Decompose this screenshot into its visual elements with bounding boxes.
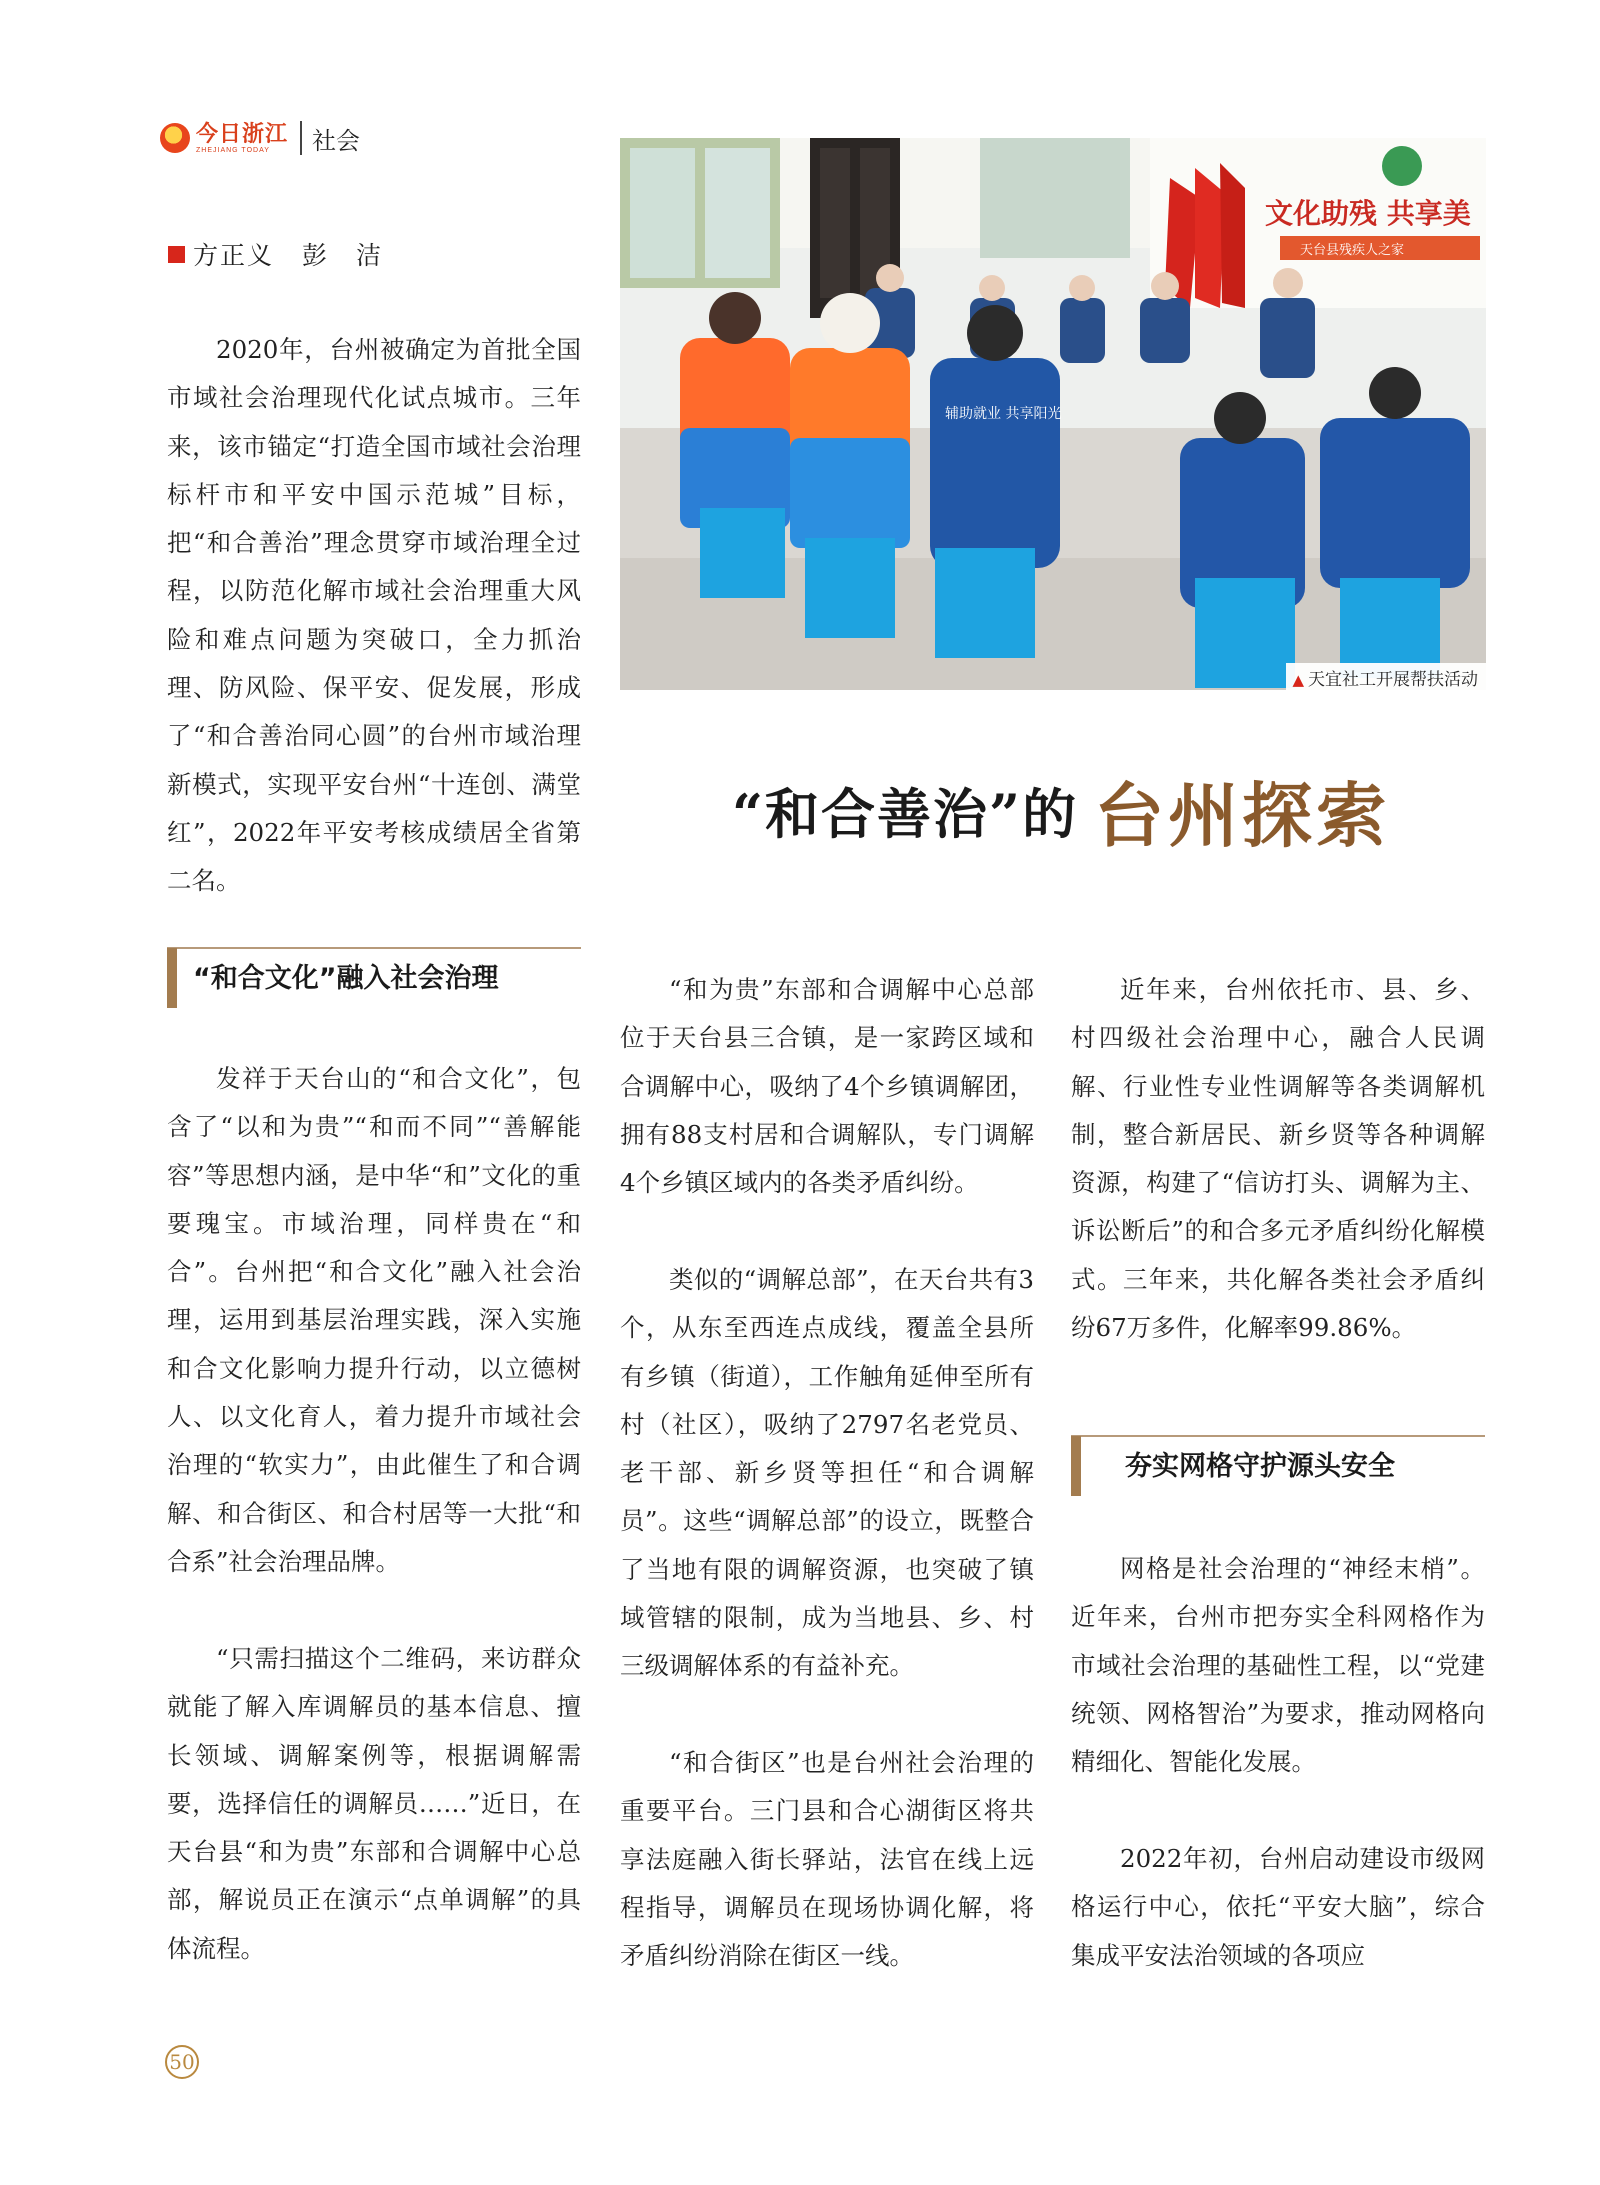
author-name: 彭 洁 [302,241,384,270]
banner-sub-text: 天台县残疾人之家 [1300,243,1405,258]
intro-paragraph: 2020年，台州被确定为首批全国市域社会治理现代化试点城市。三年来，该市锚定“打造全国市域社会治理标杆市和平安中国示范城”目标，把“和合善治”理念贯穿市域治理全过程，以防范化解市域社会治理重大风险和难点问题为突破口，全力抓治理、防风险、保平安、促发展，形成了“和合善治同心圆”的台州市域治理新模式，实现平安台州“十连创、满堂红”，2022年平安考核成绩居全省第二名。 [167,335,581,896]
subhead-2 [1071,1436,1485,1496]
col2-paragraph-3: “和合街区”也是台州社会治理的重要平台。三门县和合心湖街区将共享法庭融入街长驿站，法官在线上远程指导，调解员在现场协调化解，将矛盾纠纷消除在街区一线。 [620,1748,1034,1971]
col2-paragraph-1: “和为贵”东部和合调解中心总部位于天台县三合镇，是一家跨区域和合调解中心，吸纳了4个乡镇调解团，拥有88支村居和合调解队，专门调解4个乡镇区域内的各类矛盾纠纷。 [620,975,1034,1198]
section1-paragraph-1: 发祥于天台山的“和合文化”，包含了“以和为贵”“和而不同”“善解能容”等思想内涵，是中华“和”文化的重要瑰宝。市域治理，同样贵在“和合”。台州把“和合文化”融入社会治理，运用到基层治理实践，深入实施和合文化影响力提升行动，以立德树人、以文化育人，着力提升市域社会治理的“软实力”，由此催生了和合调解、和合街区、和合村居等一大批“和合系”社会治理品牌。 [167,1064,581,1576]
section1-paragraph-2: “只需扫描这个二维码，来访群众就能了解入库调解员的基本信息、擅长领域、调解案例等，根据调解需要，选择信任的调解员……”近日，在天台县“和为贵”东部和合调解中心总部，解说员正在演示“点单调解”的具体流程。 [167,1644,581,1963]
banner-text: 文化助残 共享美 [1265,197,1471,230]
photo-caption [1286,663,1486,692]
subhead-bar [167,948,177,1008]
author-name: 方正义 [193,241,275,270]
magazine-logo [160,120,289,154]
photo-caption-area [620,660,1486,692]
subhead-bar [1071,1436,1081,1496]
article-title [732,770,1391,857]
col3-paragraph-1: 近年来，台州依托市、县、乡、村四级社会治理中心，融合人民调解、行业性专业性调解等各类调解机制，整合新居民、新乡贤等各种调解资源，构建了“信访打头、调解为主、诉讼断后”的和合多元矛盾纠纷化解模式。三年来，共化解各类社会矛盾纠纷67万多件，化解率99.86%。 [1071,975,1485,1343]
title-part-2: 台州探索 [1094,774,1391,857]
caption-triangle-icon: ▲ [1292,671,1304,689]
subhead-text: 夯实网格守护源头安全 [1125,1451,1395,1482]
subhead-text: “和合文化”融入社会治理 [193,963,499,994]
title-part-1: “和合善治”的 [732,781,1079,846]
article-photo [620,138,1486,690]
subhead-rule [167,947,581,949]
subhead-1 [167,948,581,1008]
header-divider [300,121,302,155]
page-number: 50 [165,2045,199,2079]
col3-paragraph-2: 网格是社会治理的“神经末梢”。近年来，台州市把夯实全科网格作为市域社会治理的基础性工程，以“党建统领、网格智治”为要求，推动网格向精细化、智能化发展。 [1071,1554,1485,1777]
subhead-rule [1071,1435,1485,1437]
caption-text: 天宜社工开展帮扶活动 [1308,670,1478,690]
logo-en-text: ZHEJIANG TODAY [196,146,270,154]
byline-marker [168,246,185,263]
logo-cn-text: 今日浙江 [196,120,289,147]
section-tag: 社会 [312,126,361,155]
logo-icon [160,123,190,153]
page-header [160,118,360,158]
byline [168,236,411,272]
vest-text: 辅助就业 共享阳光 [945,406,1062,422]
col3-paragraph-3: 2022年初，台州启动建设市级网格运行中心，依托“平安大脑”，综合集成平安法治领域的各项应 [1071,1844,1485,1970]
col2-paragraph-2: 类似的“调解总部”，在天台共有3个，从东至西连点成线，覆盖全县所有乡镇（街道），工作触角延伸至所有村（社区），吸纳了2797名老党员、老干部、新乡贤等担任“和合调解员”。这些“调解总部”的设立，既整合了当地有限的调解资源，也突破了镇域管辖的限制，成为当地县、乡、村三级调解体系的有益补充。 [620,1265,1034,1681]
